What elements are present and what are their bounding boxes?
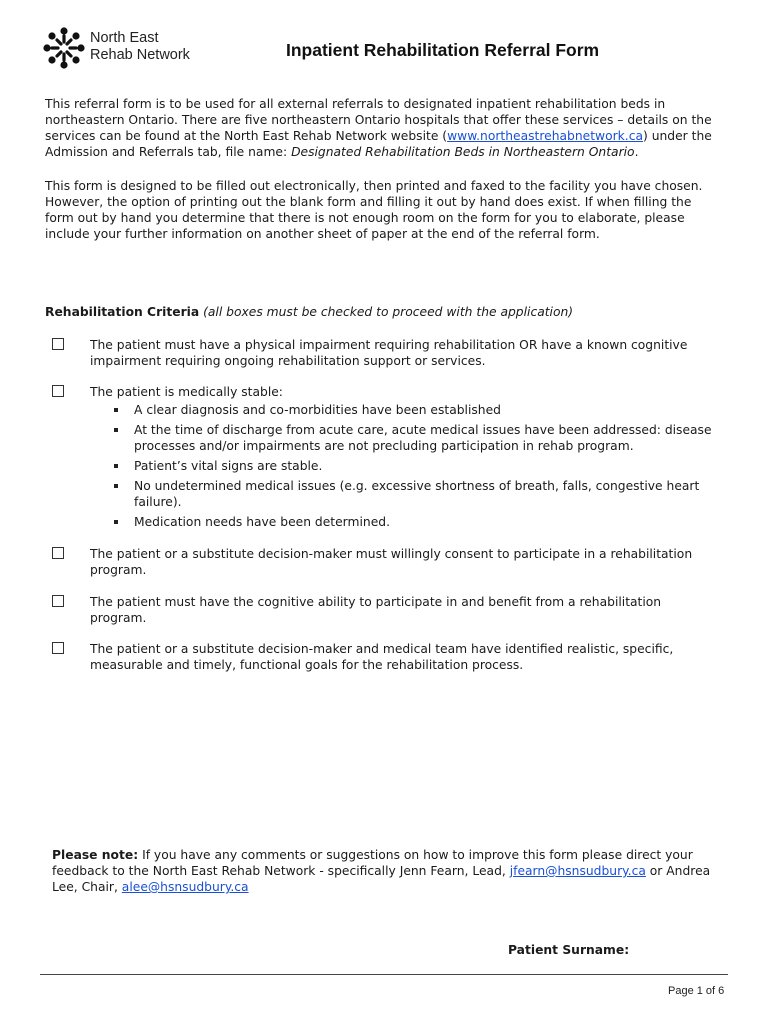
bullet-icon <box>114 520 118 524</box>
intro-p1-text-a: This referral form is to be used for all external referrals to designated inpatient rehabilitation beds in northeastern Ontario. There are five northeastern Ontario hospitals that offer these services – details on the services can be found at the North East Rehab Network website ( <box>45 97 712 143</box>
criterion-5-text: The patient or a substitute decision-maker and medical team have identified realistic, specific, measurable and timely, functional goals for the rehabilitation process. <box>90 642 674 672</box>
list-item <box>90 402 718 418</box>
network-website-link[interactable]: www.northeastrehabnetwork.ca <box>447 129 643 143</box>
medical-stability-list <box>90 402 718 530</box>
note-text-a: If you have any comments or suggestions on how to improve this form please direct your feedback to the North East Rehab Network - specifically Jenn Fearn, Lead, <box>52 848 693 878</box>
logo-line-1: North East <box>90 30 159 46</box>
north-east-rehab-logo <box>42 26 192 72</box>
list-item <box>90 458 718 474</box>
subitem-text: A clear diagnosis and co-morbidities have been established <box>134 403 501 417</box>
criteria-heading-label: Rehabilitation Criteria <box>45 305 200 319</box>
list-item <box>90 514 718 530</box>
criterion-4-text: The patient must have the cognitive ability to participate in and benefit from a rehabilitation program. <box>90 595 662 625</box>
criteria-heading-note: (all boxes must be checked to proceed with the application) <box>203 305 574 319</box>
network-people-icon <box>42 26 86 70</box>
list-item <box>90 422 718 454</box>
intro-p1-text-c: . <box>634 145 639 159</box>
criterion-3-checkbox[interactable] <box>52 547 64 559</box>
note-label: Please note: <box>52 848 139 862</box>
subitem-text: Patient’s vital signs are stable. <box>134 459 323 473</box>
criterion-2-checkbox[interactable] <box>52 385 64 397</box>
bullet-icon <box>114 484 118 488</box>
footer-divider <box>40 974 728 975</box>
subitem-text: At the time of discharge from acute care, acute medical issues have been addressed: disease processes and/or impairments are not precluding participation in rehab program. <box>134 423 712 453</box>
criterion-4-checkbox[interactable] <box>52 595 64 607</box>
criterion-2-text: The patient is medically stable: <box>90 385 283 399</box>
intro-paragraph-2: This form is designed to be filled out electronically, then printed and faxed to the facility you have chosen. However, the option of printing out the blank form and filling it out by hand does exist. If when filling the form out by hand you determine that there is not enough room on the form for you to elaborate, please include your further information on another sheet of paper at the end of the referral form. <box>45 179 703 241</box>
note-text-b: or Andrea Lee, Chair, <box>52 864 711 894</box>
form-title: Inpatient Rehabilitation Referral Form <box>286 40 600 60</box>
subitem-text: Medication needs have been determined. <box>134 515 390 529</box>
intro-p1-text-b: ) under the Admission and Referrals tab, file name: <box>45 129 712 159</box>
criteria-heading <box>45 304 573 320</box>
criterion-1-checkbox[interactable] <box>52 338 64 350</box>
criterion-1-text: The patient must have a physical impairment requiring rehabilitation OR have a known cognitive impairment requiring ongoing rehabilitation support or services. <box>90 338 688 368</box>
list-item <box>90 478 718 510</box>
logo-wordmark <box>90 30 190 64</box>
criterion-5-checkbox[interactable] <box>52 642 64 654</box>
email-link-alee[interactable]: alee@hsnsudbury.ca <box>121 880 249 894</box>
intro-paragraph-1 <box>45 96 721 160</box>
referral-file-name: Designated Rehabilitation Beds in Northeastern Ontario <box>291 145 635 159</box>
feedback-note <box>52 847 722 895</box>
criterion-2-block <box>90 384 718 534</box>
bullet-icon <box>114 408 118 412</box>
subitem-text: No undetermined medical issues (e.g. excessive shortness of breath, falls, congestive heart failure). <box>134 479 700 509</box>
logo-line-2: Rehab Network <box>90 47 190 63</box>
criterion-3-text: The patient or a substitute decision-maker must willingly consent to participate in a rehabilitation program. <box>90 547 693 577</box>
page-number: Page 1 of 6 <box>668 985 725 997</box>
bullet-icon <box>114 428 118 432</box>
patient-surname-label: Patient Surname: <box>508 943 630 957</box>
email-link-jfearn[interactable]: jfearn@hsnsudbury.ca <box>509 864 646 878</box>
bullet-icon <box>114 464 118 468</box>
